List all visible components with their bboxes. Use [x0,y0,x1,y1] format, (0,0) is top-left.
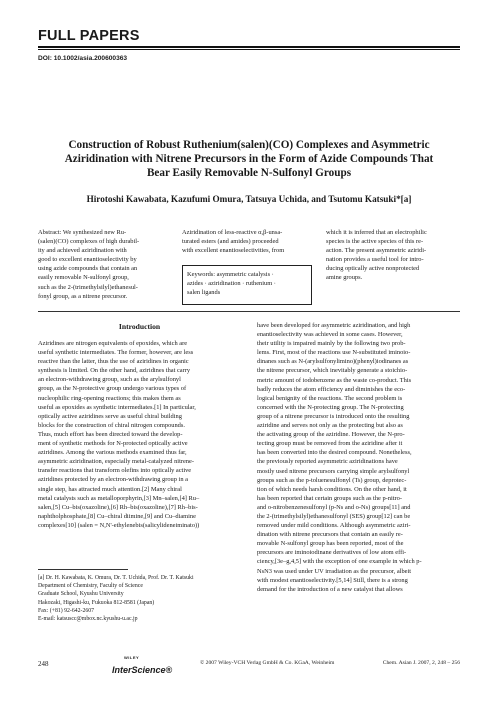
article-title [38,138,460,181]
text-line: ment of synthetic methods for N-protected optically active [38,440,188,448]
text-line: tion of which needs harsh conditions. On the other hand, it [257,485,407,493]
text-line: tecting group must be removed from the aziridine after it [257,440,403,448]
affiliation-footnote [38,574,194,623]
title-line: Construction of Robust Ruthenium(salen)(CO) Complexes and Asymmetric [68,139,430,151]
text-line: useful as epoxides as synthetic intermediates.[1] In particular, [38,403,196,411]
text-line: synthesis is limited. On the other hand, aziridines that carry [38,367,191,375]
text-line: aziridines protected by an electron-withdrawing group in a [38,476,188,484]
text-line: turated esters (and amides) proceeded [182,238,279,246]
text-line: nucleophilic ring-opening reactions; this makes them as [38,394,181,402]
text-line: and o-nitrobenzenesulfonyl (p-Ns and o-Ns) groups[11] and [257,503,411,511]
footnote-line: Fax: (+81) 92-642-2607 [38,607,95,614]
text-line: dinanes such as N-(arylsulfonylimino)(phenyl)iodinanes as [257,358,409,366]
text-line: Aziridination of less-reactive α,β-unsa- [182,229,283,236]
text-line: Abstract: We synthesized new Ru- [38,229,127,236]
text-line: metric amount of iodobenzene as the waste co-product. This [257,376,412,384]
text-line: the nitrene precursor, which inevitably generate a stoichio- [257,367,408,375]
keywords-line: salen ligands [187,289,221,297]
body-column-1 [38,339,241,530]
text-line: amine groups. [326,274,363,282]
body-column-2 [257,321,460,594]
text-line: naphtholphosphate,[8] Cu–chiral diimine,[9] and Cu–diamine [38,512,196,520]
text-line: using azide compounds that contain an [38,265,138,273]
logo-wiley-text: WILEY [124,655,140,660]
abstract-divider [38,311,460,312]
text-line: fonyl group, as a nitrene precursor. [38,292,128,300]
text-line: transfer reactions that transform olefins into optically active [38,467,192,475]
keywords-line: Keywords: asymmetric catalysis · [187,271,274,278]
text-line: with modest enantioselectivity.[5,14] Still, there is a strong [257,576,408,584]
title-line: Aziridination with Nitrene Precursors in the Form of Azide Compounds That [64,153,434,166]
footnote-line: E-mail: katsuscc@mbox.nc.kyushu-u.ac.jp [38,616,138,623]
text-line: dination with nitrene precursors that contain an easily re- [257,531,403,539]
text-line: mostly used nitrene precursors carrying simple arylsulfonyl [257,467,410,475]
text-line: an electron-withdrawing group, such as the arylsulfonyl [38,376,181,384]
text-line: precursors are iminoiodinane derivatives of low atom effi- [257,549,407,557]
interscience-logo [112,655,172,678]
text-line: aziridines. Among the various methods examined thus far, [38,449,187,457]
text-line: aziridine and serves not only as the protecting but also as [257,422,403,430]
text-line: concerned with the N-protecting group. The N-protecting [257,403,404,411]
text-line: logical benignity of the reactions. The second problem is [257,394,403,402]
abstract-column-3 [326,228,460,283]
text-line: lems. First, most of the reactions use N-substituted iminoio- [257,349,411,357]
text-line: removed under mild conditions. Although asymmetric aziri- [257,522,411,530]
keywords-box [182,265,312,305]
text-line: nation provides a useful tool for intro- [326,256,424,264]
text-line: reactive than the latter, thus the use of aziridines in organic [38,358,189,366]
header-rule-thin [38,49,460,50]
logo-brand-text: InterScience® [112,665,173,675]
abstract-column-2 [182,228,316,255]
journal-section-label: FULL PAPERS [38,28,140,44]
text-line: optically active aziridines serve as useful chiral building [38,412,182,420]
title-line: Bear Easily Removable N-Sulfonyl Groups [146,167,352,180]
footnote-line: Department of Chemistry, Faculty of Science [38,583,143,590]
text-line: with excellent enantioselectivities, from [182,247,285,255]
text-line: the 2-(trimethylsilyl)ethanesulfonyl (SES) group[12] can be [257,512,411,520]
text-line: species is the active species of this re- [326,238,424,246]
text-line: their utility is impaired mainly by the following two prob- [257,340,406,348]
footnote-line: Hakozaki, Higashi-ku, Fukuoka 812-8581 (Japan) [38,599,155,606]
page-number: 248 [38,660,49,668]
text-line: complexes[10] (salen = N,N'-ethylenebis(salicylideneiminato)) [38,521,200,529]
section-heading: Introduction [118,322,161,331]
text-line: badly reduces the atom efficiency and diminishes the eco- [257,385,406,393]
text-line: ciency,[3e–g,4,5] with the exception of one example in which p- [257,558,422,566]
header-rule [38,46,460,48]
text-line: salen,[5] Cu–bis(oxazoline),[6] Rh–bis(oxazoline),[7] Rh–bis- [38,503,198,511]
text-line: action. The present asymmetric aziridi- [326,247,427,255]
footnote-line: Graduate School, Kyushu University [38,591,124,598]
text-line: has been reported that certain groups such as the p-nitro- [257,494,402,502]
footnote-rule [38,569,128,570]
text-line: Thus, much effort has been directed toward the develop- [38,430,183,438]
text-line: ity and achieved aziridination with [38,247,127,255]
abstract-column-1 [38,228,172,301]
text-line: Aziridines are nitrogen equivalents of epoxides, which are [38,340,188,347]
keywords-line: azides · aziridination · ruthenium · [187,280,276,288]
text-line: the previously reported asymmetric aziridinations have [257,458,398,466]
text-line: the activating group of the aziridine. However, the N-pro- [257,431,405,439]
text-line: demand for the introduction of a new catalyst that allows [257,585,403,593]
footnote-line: [a] Dr. H. Kawabata, K. Omura, Dr. T. Uchida, Prof. Dr. T. Katsuki [38,575,194,581]
text-line: useful synthetic intermediates. The former, however, are less [38,349,194,357]
text-line: (salen)(CO) complexes of high durabil- [38,238,140,246]
text-line: group of a nitrene precursor is introduced onto the resulting [257,412,410,420]
text-line: movable N-sulfonyl group has been reported, most of the [257,540,404,548]
text-line: good to excellent enantioselectivity by [38,256,137,264]
text-line: single step, has attracted much attention.[2] Many chiral [38,485,182,493]
journal-citation: Chem. Asian J. 2007, 2, 248 – 256 [382,660,460,666]
text-line: metal catalysts such as metalloporphyrin,[3] Mn–salen,[4] Ru– [38,494,200,502]
text-line: such as the 2-(trimethylsilyl)ethanesul- [38,283,138,291]
doi[interactable]: DOI: 10.1002/asia.200600363 [38,55,128,62]
text-line: enantioselectivity was achieved in some cases. However, [257,331,403,339]
text-line: asymmetric aziridination, especially metal-catalyzed nitrene- [38,458,194,466]
text-line: blocks for the construction of chiral nitrogen compounds. [38,421,185,429]
text-line: group, as the N-protective group undergo various types of [38,385,187,393]
text-line: which it is inferred that an electrophilic [326,229,427,236]
copyright-notice: © 2007 Wiley-VCH Verlag GmbH & Co. KGaA, Weinheim [200,660,335,666]
text-line: ducing optically active nonprotected [326,265,420,273]
text-line: have been developed for asymmetric aziridination, and high [257,322,411,329]
text-line: NsN3 was used under UV irradiation as the precursor, albeit [257,567,412,575]
author-list: Hirotoshi Kawabata, Kazufumi Omura, Tatsuya Uchida, and Tsutomu Katsuki*[a] [86,194,412,204]
text-line: groups such as the p-toluenesulfonyl (Ts) group, deprotec- [257,476,407,484]
text-line: easily removable N-sulfonyl group, [38,274,129,282]
text-line: has been converted into the desired compound. Nonetheless, [257,449,412,457]
